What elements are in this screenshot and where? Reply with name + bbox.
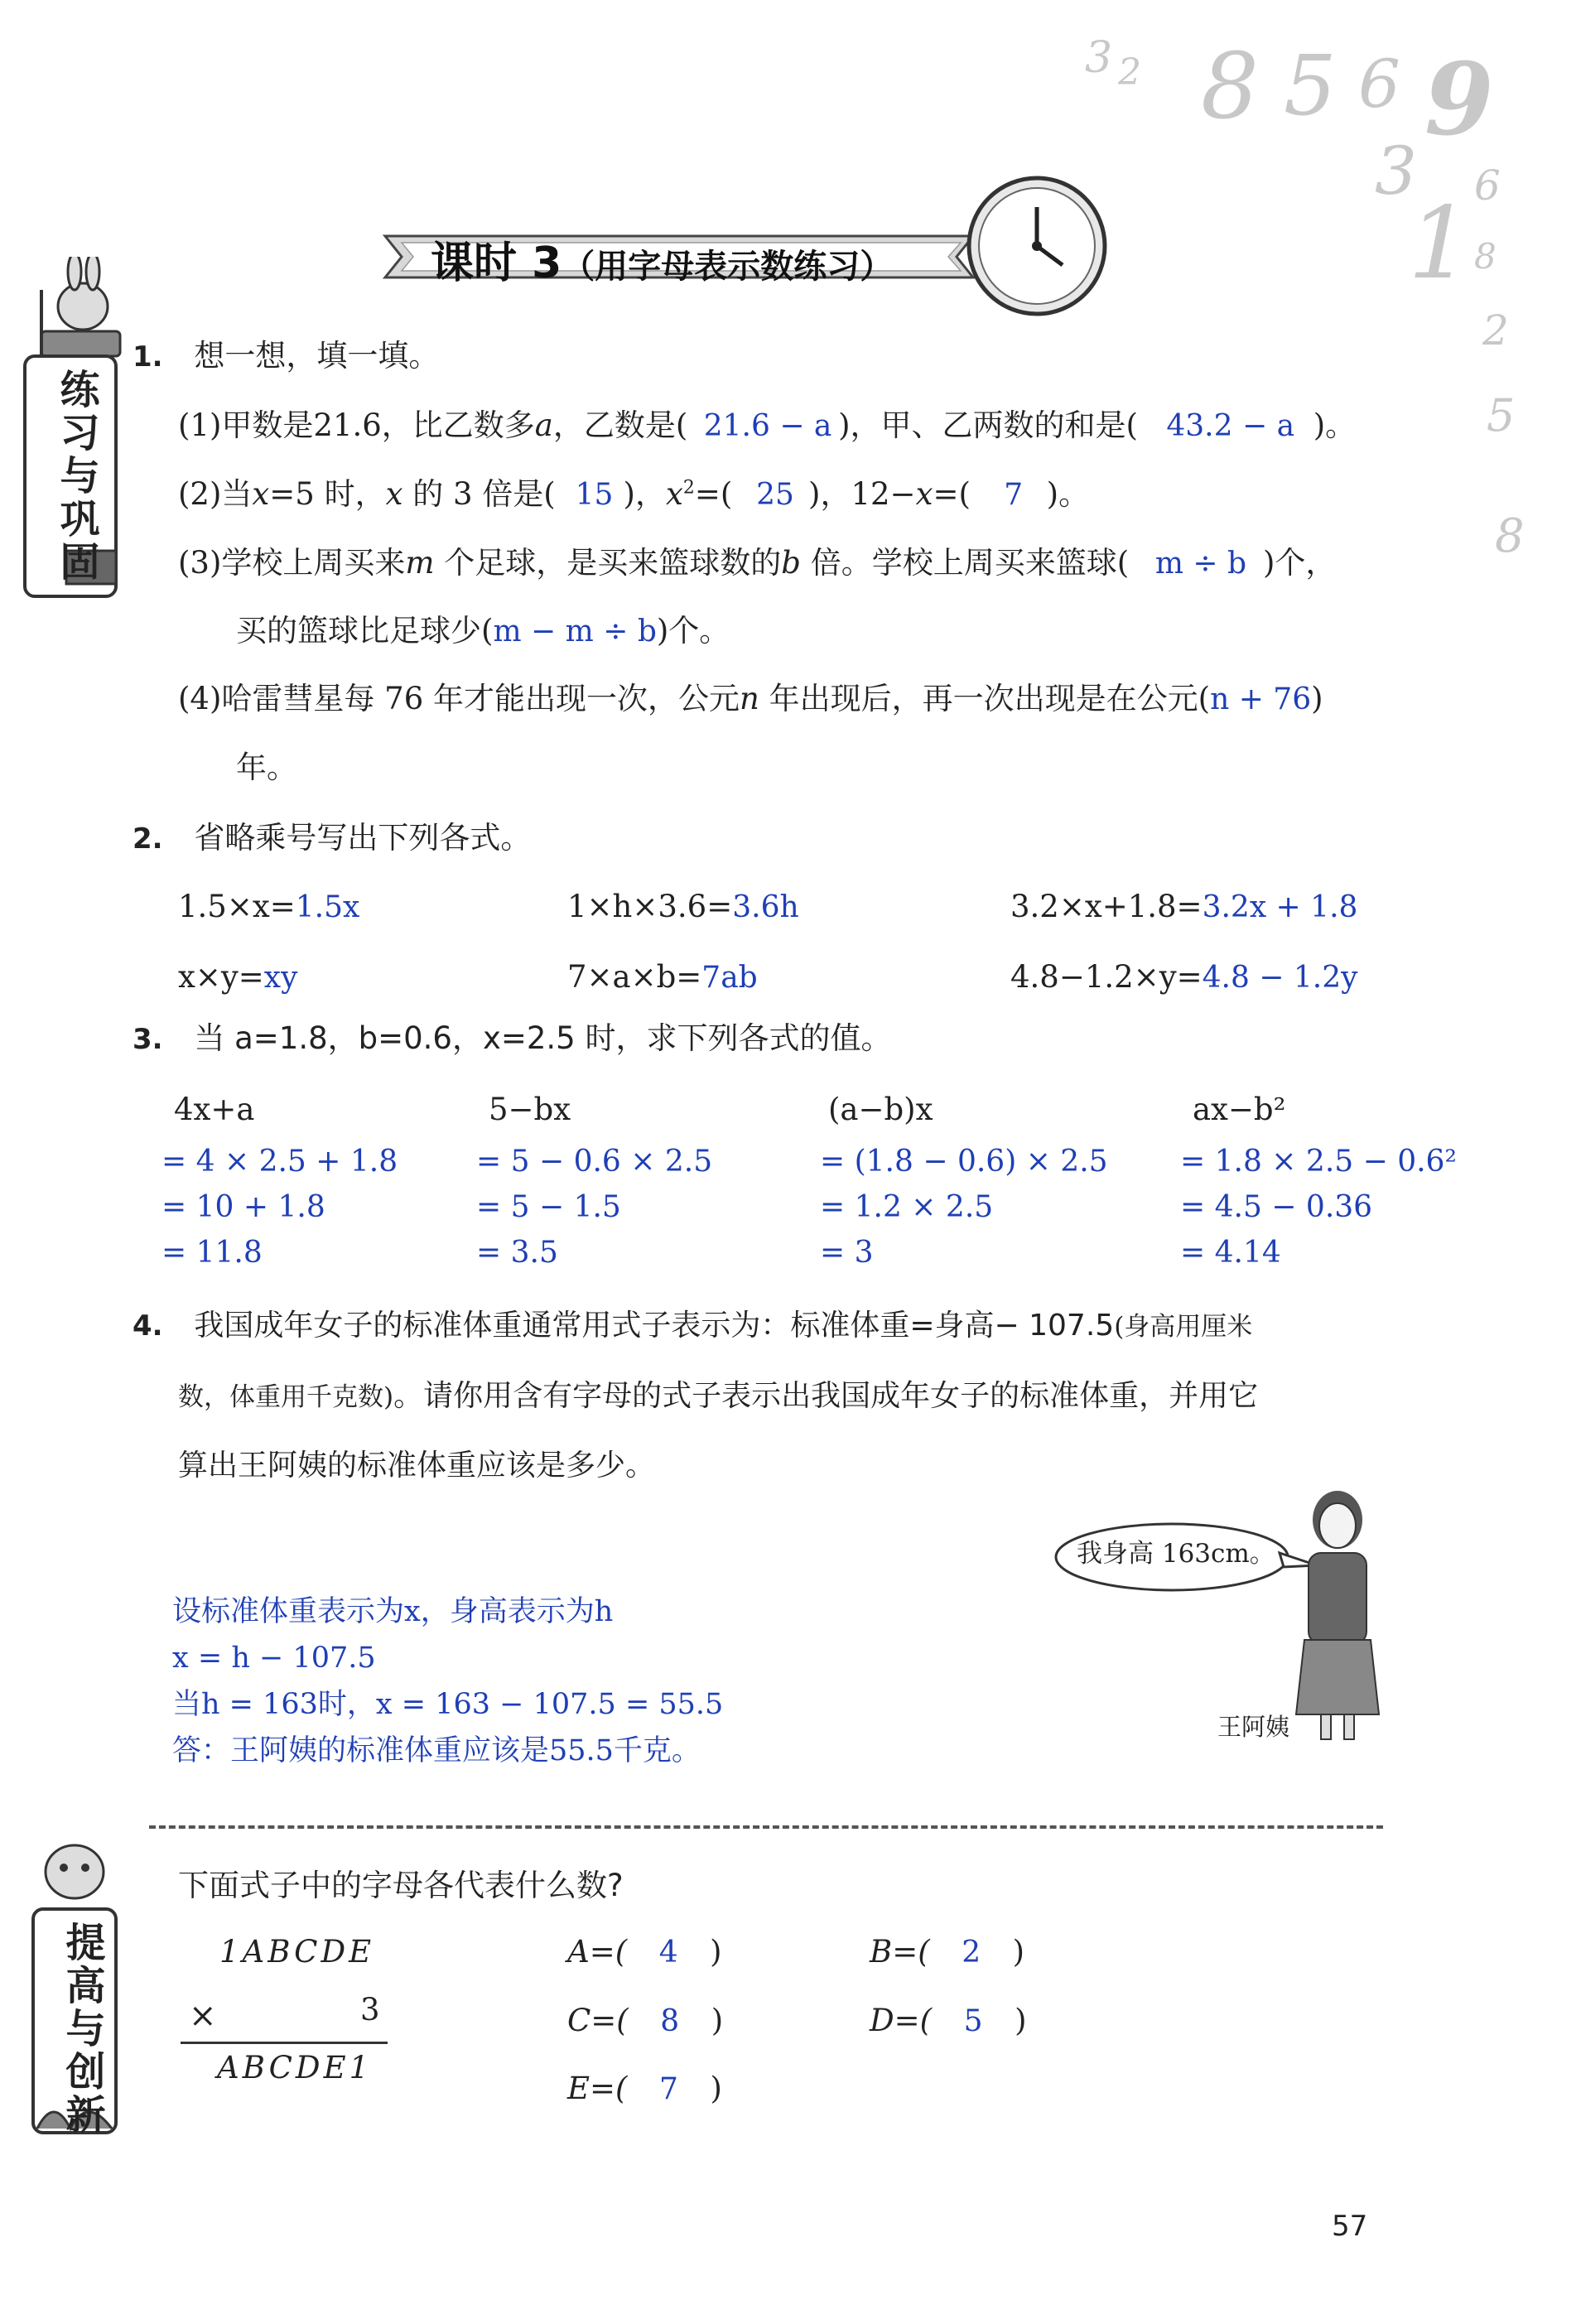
side-tag-practice xyxy=(17,257,124,605)
deco-digit: 1 xyxy=(1408,186,1472,301)
question-number: 4. xyxy=(133,1309,163,1343)
answer-blank[interactable]: 7ab xyxy=(701,961,758,995)
answer-blank[interactable]: 25 xyxy=(756,478,794,512)
answer-blank[interactable]: 15 xyxy=(575,478,614,512)
q2-item: 1.5×x=1.5x xyxy=(178,889,360,924)
answer-blank[interactable]: 1.5x xyxy=(295,890,360,924)
deco-digit: 8 xyxy=(1495,509,1525,563)
answer-blank[interactable]: m ÷ b xyxy=(1154,547,1247,581)
q3-solution: = (1.8 − 0.6) × 2.5 = 1.2 × 2.5 = 3 xyxy=(820,1145,1108,1270)
question-prompt: 当 a=1.8，b=0.6，x=2.5 时，求下列各式的值。 xyxy=(194,1020,892,1056)
page-number: 57 xyxy=(1332,2210,1368,2243)
answer-blank[interactable]: xy xyxy=(263,961,298,995)
answer-blank[interactable]: 7 xyxy=(1004,478,1024,512)
question-4-line1: 4. 我国成年女子的标准体重通常用式子表示为：标准体重=身高− 107.5(身高用厘米 xyxy=(133,1309,1253,1343)
answer-blank[interactable]: 4 xyxy=(658,1936,678,1970)
deco-digit: 8 xyxy=(1201,33,1259,139)
deco-digit: 9 xyxy=(1424,41,1494,158)
lesson-title: 课时 3 xyxy=(431,239,562,288)
lesson-banner xyxy=(377,211,981,302)
deco-digit: 3 xyxy=(1375,133,1417,210)
deco-digit: 5 xyxy=(1487,389,1516,441)
multiplication-top: 1ABCDE xyxy=(219,1934,375,1970)
q1-part-4: (4)哈雷彗星每 76 年才能出现一次，公元n 年出现后，再一次出现是在公元(n + 76) xyxy=(178,681,1323,716)
question-number: 1. xyxy=(133,340,163,374)
question-3-heading xyxy=(133,1020,891,1057)
q1-part-3: (3)学校上周买来m 个足球，是买来篮球数的b 倍。学校上周买来篮球( m ÷ b )个， xyxy=(178,545,1337,581)
question-4-line3: 算出王阿姨的标准体重应该是多少。 xyxy=(178,1449,656,1483)
q3-solution: = 5 − 0.6 × 2.5 = 5 − 1.5 = 3.5 xyxy=(476,1145,713,1270)
deco-digit: 6 xyxy=(1358,46,1400,123)
q1-part-1: (1)甲数是21.6，比乙数多a，乙数是( 21.6 − a )，甲、乙两数的和是( 43.2 − a )。 xyxy=(178,407,1357,443)
deco-digit: 6 xyxy=(1474,162,1501,210)
q5-answer-a: A=( 4 ) xyxy=(567,1934,722,1970)
answer-blank[interactable]: n + 76 xyxy=(1210,682,1312,716)
q3-expression: 5−bx xyxy=(489,1092,571,1127)
q3-expression: 4x+a xyxy=(174,1092,255,1127)
multiplication-bottom: ABCDE1 xyxy=(217,2050,373,2085)
q4-solution: 设标准体重表示为x，身高表示为h x = h − 107.5 当h = 163时，x = 163 − 107.5 = 55.5 答：王阿姨的标准体重应该是55.5千克。 xyxy=(172,1595,724,1767)
question-number: 2. xyxy=(133,822,163,856)
q2-item: 7×a×b=7ab xyxy=(567,959,758,995)
question-1-heading xyxy=(133,338,439,374)
q5-answer-c: C=( 8 ) xyxy=(567,2003,724,2038)
answer-blank[interactable]: 3.6h xyxy=(732,890,799,924)
deco-digit: 2 xyxy=(1482,306,1509,354)
question-5-prompt: 下面式子中的字母各代表什么数? xyxy=(178,1868,624,1903)
answer-blank[interactable]: m − m ÷ b xyxy=(493,615,657,649)
answer-blank[interactable]: 21.6 − a xyxy=(703,409,832,443)
answer-blank[interactable]: 3.2x + 1.8 xyxy=(1202,890,1358,924)
lesson-subtitle: （用字母表示数练习） xyxy=(562,248,894,286)
q2-item: 3.2×x+1.8=3.2x + 1.8 xyxy=(1010,889,1358,924)
q3-solution: = 1.8 × 2.5 − 0.6² = 4.5 − 0.36 = 4.14 xyxy=(1180,1145,1457,1270)
q2-item: x×y=xy xyxy=(178,959,298,995)
section-divider xyxy=(149,1825,1383,1829)
answer-blank[interactable]: 43.2 − a xyxy=(1166,409,1295,443)
answer-blank[interactable]: 8 xyxy=(660,2004,680,2038)
answer-blank[interactable]: 4.8 − 1.2y xyxy=(1202,961,1358,995)
q5-answer-d: D=( 5 ) xyxy=(870,2003,1027,2038)
deco-digit: 2 xyxy=(1118,51,1141,94)
q5-answer-b: B=( 2 ) xyxy=(870,1934,1025,1970)
side-tag-practice-text: 练习与巩固 xyxy=(53,369,99,584)
q1-part-3-line2: 买的篮球比足球少(m − m ÷ b)个。 xyxy=(236,613,730,649)
q3-expression: ax−b² xyxy=(1193,1092,1286,1127)
q5-answer-e: E=( 7 ) xyxy=(567,2071,722,2106)
side-tag-improve xyxy=(21,1830,128,2145)
answer-blank[interactable]: 5 xyxy=(963,2004,983,2038)
question-4-line2: 数，体重用千克数)。请你用含有字母的式子表示出我国成年女子的标准体重，并用它 xyxy=(178,1379,1259,1413)
q2-item: 4.8−1.2×y=4.8 − 1.2y xyxy=(1010,959,1358,995)
multiplication-line xyxy=(181,2042,388,2044)
question-prompt: 省略乘号写出下列各式。 xyxy=(194,820,532,856)
deco-digit: 8 xyxy=(1474,236,1497,277)
multiplier: 3 xyxy=(360,1992,380,2027)
woman-character-icon xyxy=(1275,1483,1400,1748)
multiplication-sign: × xyxy=(189,1997,217,2035)
speech-bubble-text: 我身高 163cm。 xyxy=(1077,1539,1275,1569)
q1-part-2: (2)当x=5 时，x 的 3 倍是( 15 )，$x^2=$( 25 )，12−x=( 7 )。 xyxy=(178,476,1090,512)
answer-blank[interactable]: 2 xyxy=(962,1936,981,1970)
q3-solution: = 4 × 2.5 + 1.8 = 10 + 1.8 = 11.8 xyxy=(161,1145,398,1270)
answer-blank[interactable]: 7 xyxy=(659,2072,678,2106)
question-prompt: 想一想，填一填。 xyxy=(194,338,440,374)
deco-digit: 3 xyxy=(1085,33,1113,83)
character-label: 王阿姨 xyxy=(1217,1713,1290,1741)
deco-digit: 5 xyxy=(1284,37,1337,134)
clock-icon xyxy=(965,174,1110,319)
q2-item: 1×h×3.6=3.6h xyxy=(567,889,799,924)
q3-expression: (a−b)x xyxy=(828,1092,933,1127)
side-tag-improve-text: 提高与创新 xyxy=(59,1921,105,2137)
question-2-heading xyxy=(133,820,531,856)
question-number: 3. xyxy=(133,1023,163,1056)
q1-part-4-line2: 年。 xyxy=(236,750,297,785)
